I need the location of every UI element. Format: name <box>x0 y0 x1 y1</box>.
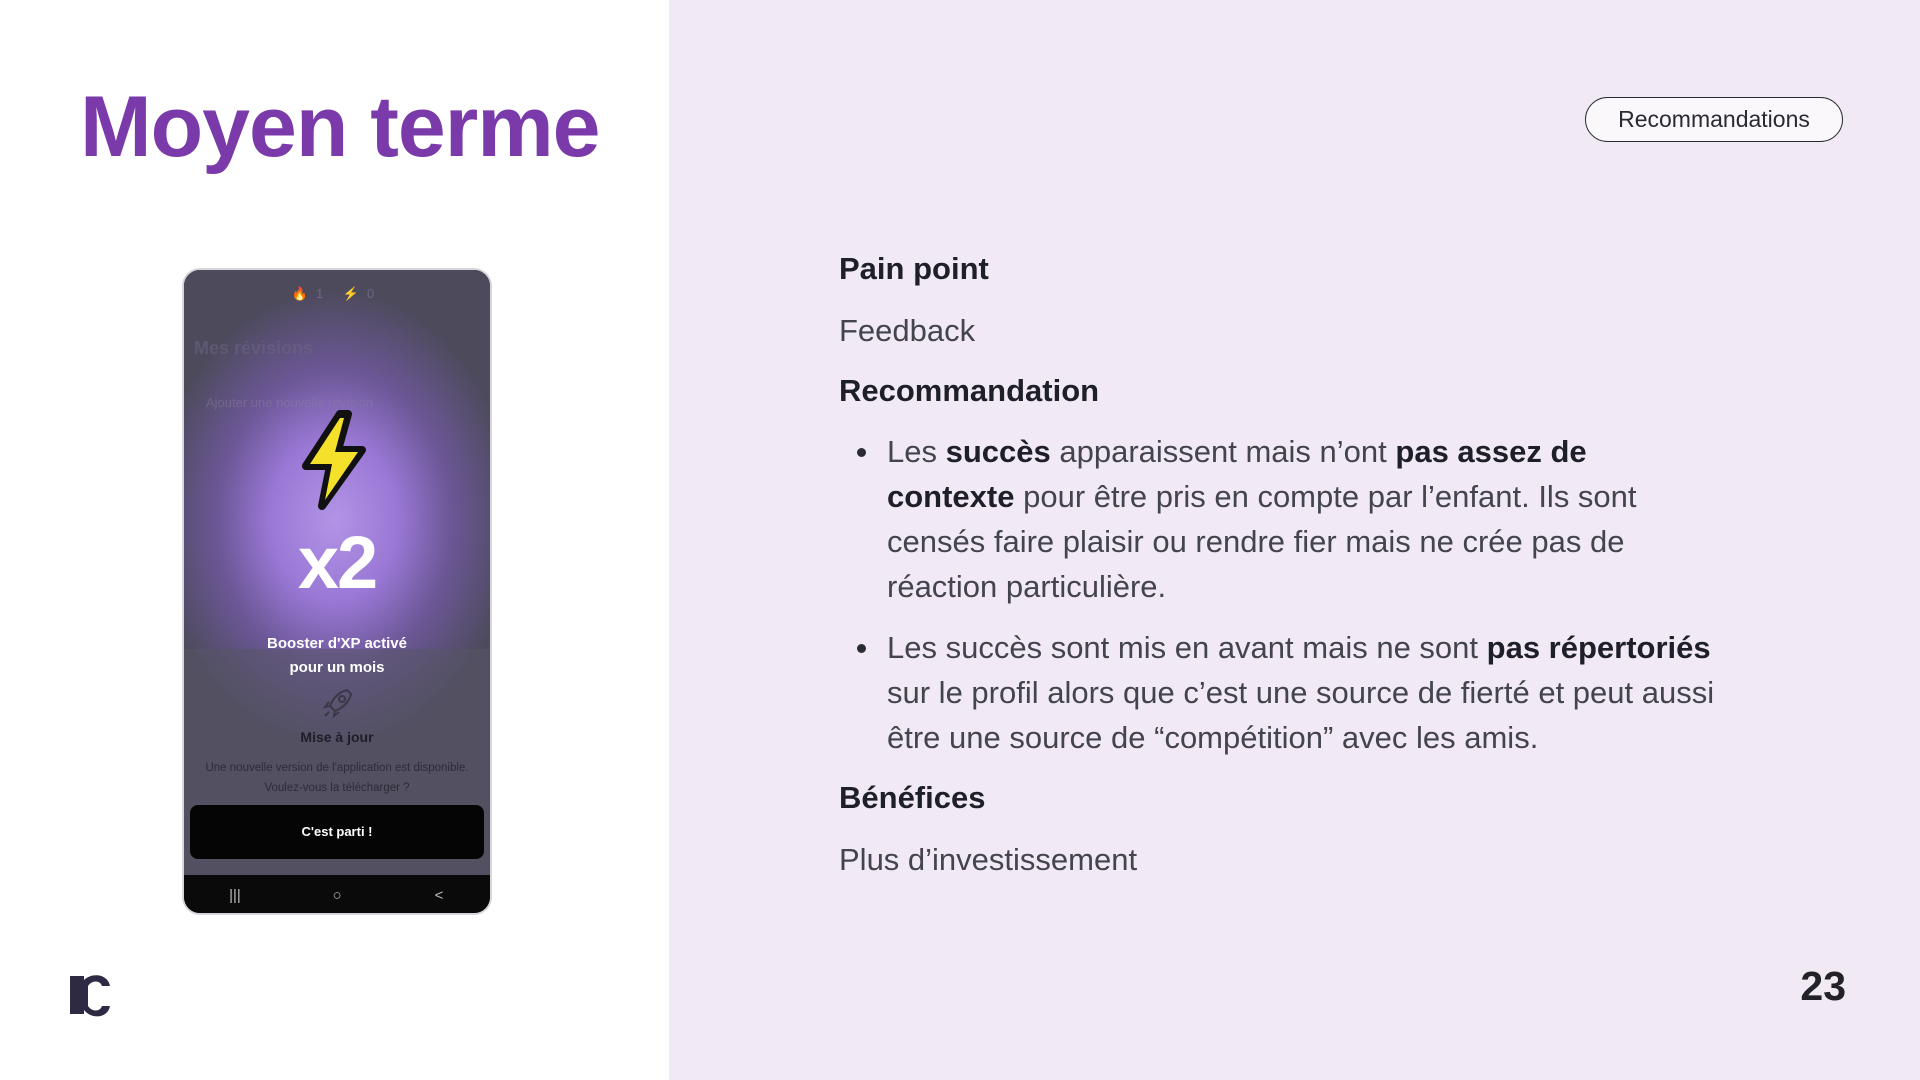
booster-text <box>184 632 490 680</box>
pain-point-heading: Pain point <box>839 251 989 286</box>
phone-nav-bar <box>184 875 490 915</box>
rocket-icon <box>321 686 355 720</box>
phone-ghost-title: Mes révisions <box>194 338 314 358</box>
list-item: Les succès sont mis en avant mais ne sont pas répertoriés sur le profil alors que c’est une source de fierté et peut aussi être une source de “compétition” avec les amis. <box>839 625 1715 760</box>
phone-ghost-subtitle: Ajouter une nouvelle révision <box>206 395 373 410</box>
recommendation-list <box>839 429 1739 760</box>
recent-apps-icon[interactable]: ||| <box>229 886 241 904</box>
phone-top-counters: 🔥1 ⚡0 <box>291 286 383 301</box>
update-title: Mise à jour <box>300 729 374 745</box>
content-block <box>839 247 1739 882</box>
slide-title: Moyen terme <box>80 79 600 175</box>
section-tag: Recommandations <box>1585 97 1843 142</box>
start-button[interactable]: C'est parti ! <box>190 805 484 859</box>
booster-line-2: pour un mois <box>289 659 385 676</box>
phone-screen <box>184 270 490 875</box>
benefits-heading: Bénéfices <box>839 780 986 815</box>
update-text: Une nouvelle version de l'application est disponible. Voulez-vous la télécharger ? <box>205 762 469 794</box>
home-icon[interactable]: ○ <box>332 886 342 904</box>
recommendation-heading: Recommandation <box>839 373 1100 408</box>
phone-mockup <box>182 268 492 915</box>
brand-logo <box>66 970 116 1020</box>
list-item: Les succès apparaissent mais n’ont pas assez de contexte pour être pris en compte par l’enfant. Ils sont censés faire plaisir ou rendre fier mais ne crée pas de réaction particulière. <box>839 429 1715 609</box>
back-icon[interactable]: < <box>434 886 444 904</box>
xp-multiplier: x2 <box>297 521 377 604</box>
benefits-text: Plus d’investissement <box>839 842 1138 877</box>
pain-point-text: Feedback <box>839 313 976 348</box>
page-number: 23 <box>1800 963 1846 1009</box>
booster-line-1: Booster d'XP activé <box>266 635 407 652</box>
lightning-bolt-icon <box>294 410 374 510</box>
